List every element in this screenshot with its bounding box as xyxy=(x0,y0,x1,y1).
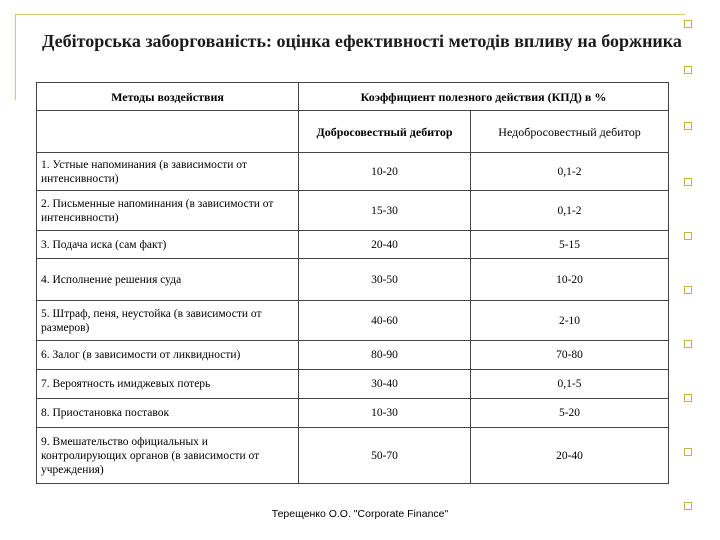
good-debtor-value: 15-30 xyxy=(299,191,471,231)
bullet-square-icon xyxy=(684,20,692,28)
bad-debtor-value: 0,1-5 xyxy=(471,370,669,399)
method-cell: 7. Вероятность имиджевых потерь xyxy=(37,370,299,399)
good-debtor-value: 10-20 xyxy=(299,153,471,191)
bad-debtor-value: 5-15 xyxy=(471,231,669,259)
slide-frame-top-line xyxy=(15,14,685,15)
table-subheader-row xyxy=(37,111,669,153)
method-cell: 5. Штраф, пеня, неустойка (в зависимости от размеров) xyxy=(37,301,299,341)
good-debtor-value: 80-90 xyxy=(299,341,471,370)
bad-debtor-value: 2-10 xyxy=(471,301,669,341)
bullet-square-icon xyxy=(684,122,692,130)
bullet-square-icon xyxy=(684,66,692,74)
table-header-row xyxy=(37,83,669,111)
method-cell: 4. Исполнение решения суда xyxy=(37,259,299,301)
header-good-debtor: Добросовестный дебитор xyxy=(299,111,471,153)
method-cell: 8. Приостановка поставок xyxy=(37,399,299,428)
header-kpd: Коэффициент полезного действия (КПД) в % xyxy=(299,83,669,111)
bad-debtor-value: 10-20 xyxy=(471,259,669,301)
method-cell: 2. Письменные напоминания (в зависимости от интенсивности) xyxy=(37,191,299,231)
table-row xyxy=(37,370,669,399)
table-row xyxy=(37,301,669,341)
header-empty-cell xyxy=(37,111,299,153)
bad-debtor-value: 20-40 xyxy=(471,428,669,484)
method-cell: 3. Подача иска (сам факт) xyxy=(37,231,299,259)
good-debtor-value: 30-40 xyxy=(299,370,471,399)
table-row xyxy=(37,399,669,428)
good-debtor-value: 30-50 xyxy=(299,259,471,301)
bad-debtor-value: 5-20 xyxy=(471,399,669,428)
slide-frame-left-line xyxy=(15,14,16,100)
bullet-square-icon xyxy=(684,178,692,186)
method-cell: 9. Вмешательство официальных и контролирующих органов (в зависимости от учреждения) xyxy=(37,428,299,484)
method-cell: 1. Устные напоминания (в зависимости от интенсивности) xyxy=(37,153,299,191)
bullet-square-icon xyxy=(684,340,692,348)
good-debtor-value: 20-40 xyxy=(299,231,471,259)
header-methods: Методы воздействия xyxy=(37,83,299,111)
bullet-square-icon xyxy=(684,394,692,402)
bullet-square-icon xyxy=(684,286,692,294)
method-cell: 6. Залог (в зависимости от ликвидности) xyxy=(37,341,299,370)
good-debtor-value: 10-30 xyxy=(299,399,471,428)
good-debtor-value: 40-60 xyxy=(299,301,471,341)
table-row xyxy=(37,428,669,484)
table-row xyxy=(37,191,669,231)
bad-debtor-value: 70-80 xyxy=(471,341,669,370)
bullet-square-icon xyxy=(684,232,692,240)
page-title: Дебіторська заборгованість: оцінка ефективності методів впливу на боржника xyxy=(42,31,682,51)
header-bad-debtor: Недобросовестный дебитор xyxy=(471,111,669,153)
bullet-square-icon xyxy=(684,448,692,456)
table-row xyxy=(37,153,669,191)
table-row xyxy=(37,341,669,370)
bad-debtor-value: 0,1-2 xyxy=(471,191,669,231)
bad-debtor-value: 0,1-2 xyxy=(471,153,669,191)
table-row xyxy=(37,259,669,301)
footer-credit: Терещенко О.О. "Corporate Finance" xyxy=(271,508,449,520)
table-row xyxy=(37,231,669,259)
good-debtor-value: 50-70 xyxy=(299,428,471,484)
methods-table xyxy=(36,82,669,484)
